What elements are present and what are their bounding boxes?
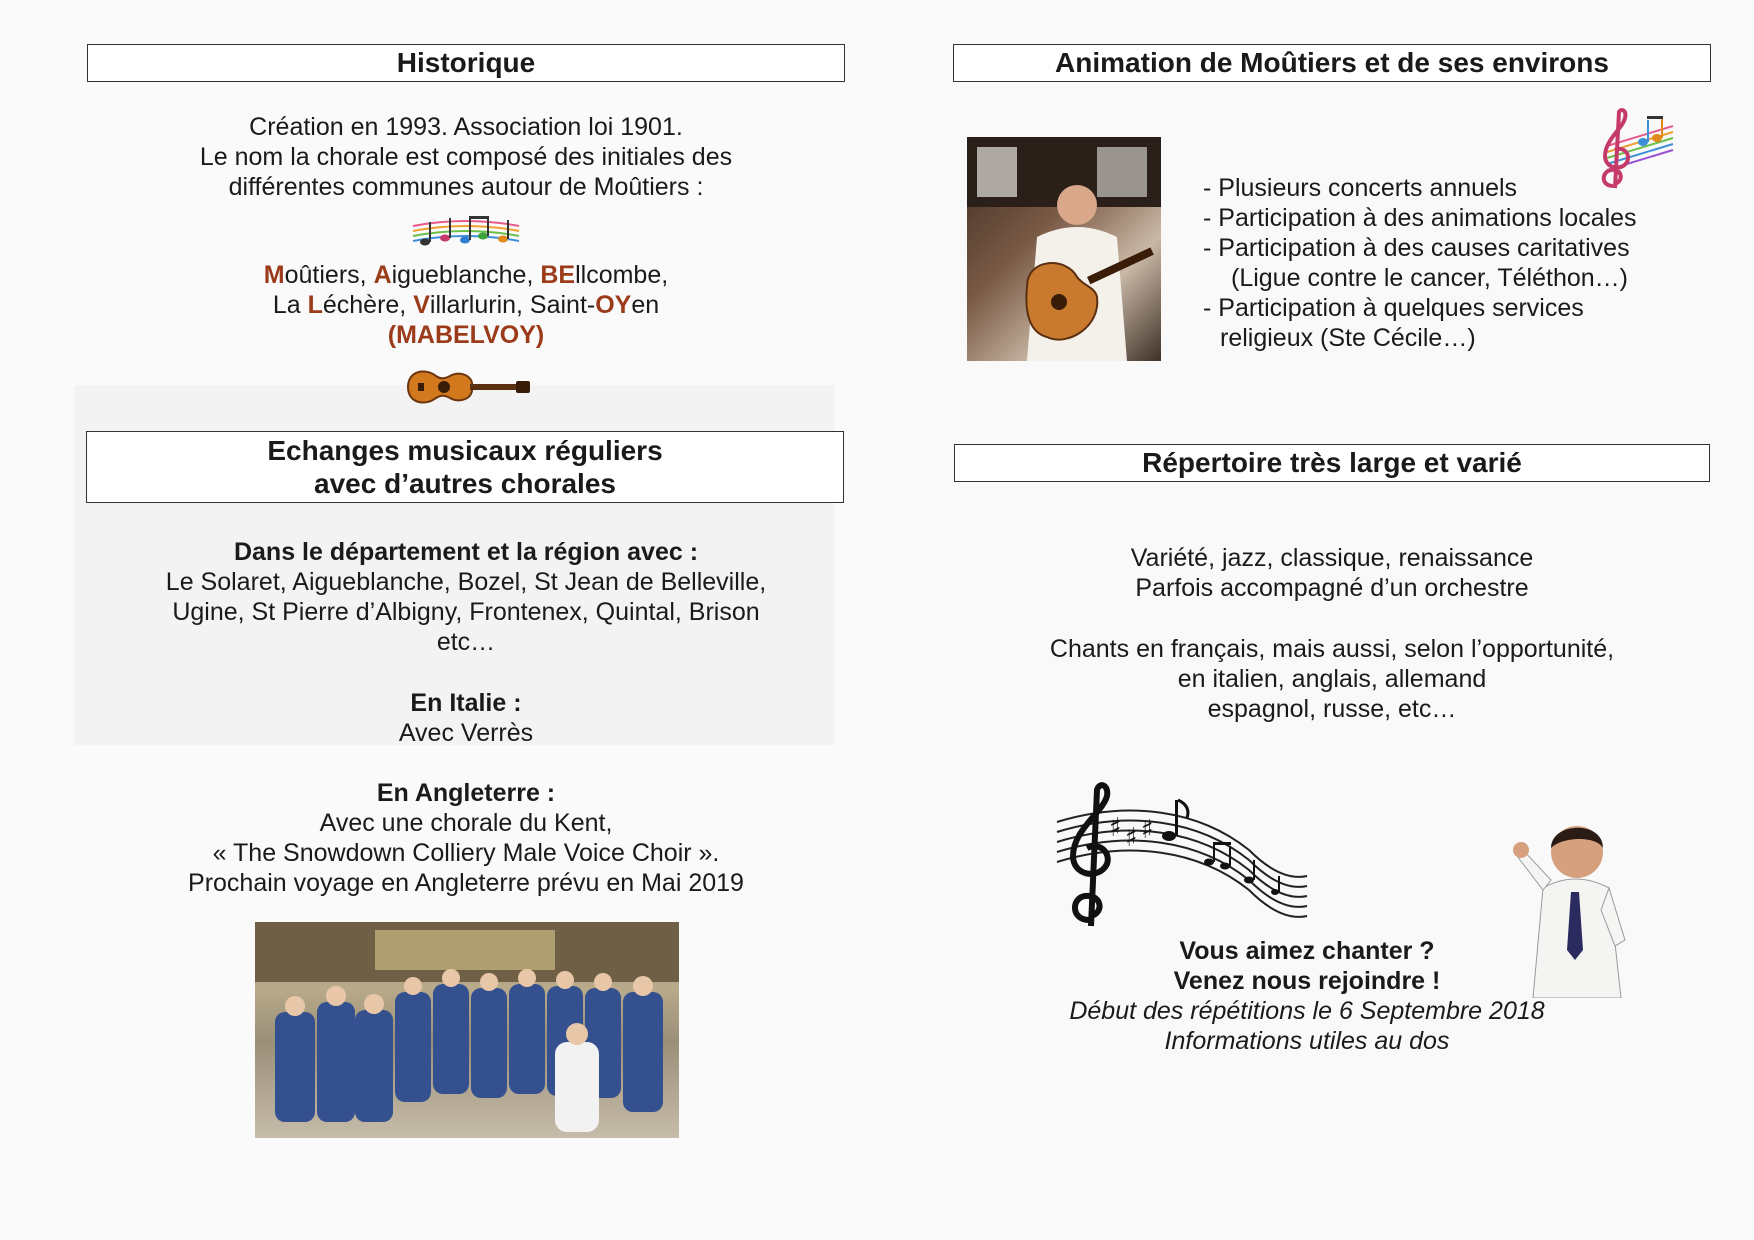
repertoire-heading-text: Répertoire très large et varié xyxy=(1142,447,1522,478)
cta-line-1: Vous aimez chanter ? xyxy=(1179,937,1435,965)
choir-figures xyxy=(255,922,679,1138)
region-line: Ugine, St Pierre d’Albigny, Frontenex, Quintal, Brison xyxy=(172,598,760,626)
echanges-heading-line: avec d’autres chorales xyxy=(314,468,616,499)
commune-rest: oûtiers, xyxy=(284,261,374,289)
commune-rest: échère, xyxy=(322,291,414,319)
animation-item: religieux (Ste Cécile…) xyxy=(1220,324,1476,352)
svg-text:♯: ♯ xyxy=(1125,823,1138,853)
guitar-icon xyxy=(400,362,532,412)
echanges-heading-line: Echanges musicaux réguliers xyxy=(267,435,663,466)
region-line: Le Solaret, Aigueblanche, Bozel, St Jean de Belleville, xyxy=(165,568,767,596)
historique-heading xyxy=(87,44,845,82)
commune-rest: La xyxy=(272,291,308,319)
historique-text xyxy=(87,112,845,202)
italie-text: Avec Verrès xyxy=(398,719,534,747)
communes-list xyxy=(87,260,845,350)
commune-initial: OY xyxy=(595,291,632,319)
angleterre-title: En Angleterre : xyxy=(376,779,556,807)
italie-title: En Italie : xyxy=(410,689,522,717)
repertoire-languages xyxy=(953,634,1711,724)
languages-line: espagnol, russe, etc… xyxy=(1207,695,1457,723)
commune-initial: BE xyxy=(540,261,576,289)
historique-line: Création en 1993. Association loi 1901. xyxy=(249,113,683,141)
historique-heading-text: Historique xyxy=(396,47,536,78)
communes-line-2 xyxy=(87,290,845,320)
music-staff-icon xyxy=(1049,780,1311,930)
mabelvoy-acronym: (MABELVOY) xyxy=(387,321,545,349)
region-line: etc… xyxy=(436,628,496,656)
svg-text:♯: ♯ xyxy=(1141,815,1154,845)
cta-line-3: Début des répétitions le 6 Septembre 2018 xyxy=(1069,997,1545,1025)
commune-rest: igueblanche, xyxy=(391,261,541,289)
commune-rest: en xyxy=(631,291,660,319)
commune-initial: M xyxy=(263,261,285,289)
historique-line: différentes communes autour de Moûtiers : xyxy=(228,173,704,201)
animation-item: - Participation à quelques services xyxy=(1203,294,1584,322)
colored-music-notes-icon xyxy=(411,212,521,252)
languages-line: Chants en français, mais aussi, selon l’opportunité, xyxy=(1049,635,1615,663)
cta-line-4: Informations utiles au dos xyxy=(1164,1027,1450,1055)
animation-item: (Ligue contre le cancer, Téléthon…) xyxy=(1231,264,1628,292)
cta-line-2: Venez nous rejoindre ! xyxy=(1173,967,1441,995)
animation-item: - Participation à des animations locales xyxy=(1203,204,1637,232)
animation-item: - Plusieurs concerts annuels xyxy=(1203,174,1518,202)
right-page xyxy=(877,0,1754,1240)
echanges-heading xyxy=(86,431,844,503)
svg-text:♯: ♯ xyxy=(1109,813,1122,843)
commune-rest: illarlurin, Saint- xyxy=(429,291,596,319)
languages-line: en italien, anglais, allemand xyxy=(1177,665,1487,693)
echanges-italie xyxy=(87,688,845,748)
angleterre-line: Avec une chorale du Kent, xyxy=(319,809,613,837)
commune-initial: V xyxy=(413,291,430,319)
region-title: Dans le département et la région avec : xyxy=(233,538,699,566)
animation-item: - Participation à des causes caritatives xyxy=(1203,234,1630,262)
commune-initial: A xyxy=(373,261,392,289)
echanges-region xyxy=(87,537,845,657)
animation-heading-text: Animation de Moûtiers et de ses environs xyxy=(1055,47,1609,78)
cta-block xyxy=(987,936,1627,1056)
repertoire-text xyxy=(953,543,1711,603)
historique-line: Le nom la chorale est composé des initiales des xyxy=(199,143,733,171)
animation-heading xyxy=(953,44,1711,82)
communes-line-1 xyxy=(87,260,845,290)
repertoire-line: Variété, jazz, classique, renaissance xyxy=(1130,544,1534,572)
commune-rest: llcombe, xyxy=(575,261,669,289)
animation-list xyxy=(1203,173,1653,353)
guitarist-figure xyxy=(967,137,1161,361)
angleterre-line: « The Snowdown Colliery Male Voice Choir ». xyxy=(212,839,720,867)
commune-initial: L xyxy=(307,291,323,319)
choir-photo xyxy=(255,922,679,1138)
repertoire-heading xyxy=(954,444,1710,482)
angleterre-line: Prochain voyage en Angleterre prévu en Mai 2019 xyxy=(188,869,744,897)
repertoire-line: Parfois accompagné d’un orchestre xyxy=(1135,574,1529,602)
guitarist-photo xyxy=(967,137,1161,361)
echanges-angleterre xyxy=(87,778,845,898)
